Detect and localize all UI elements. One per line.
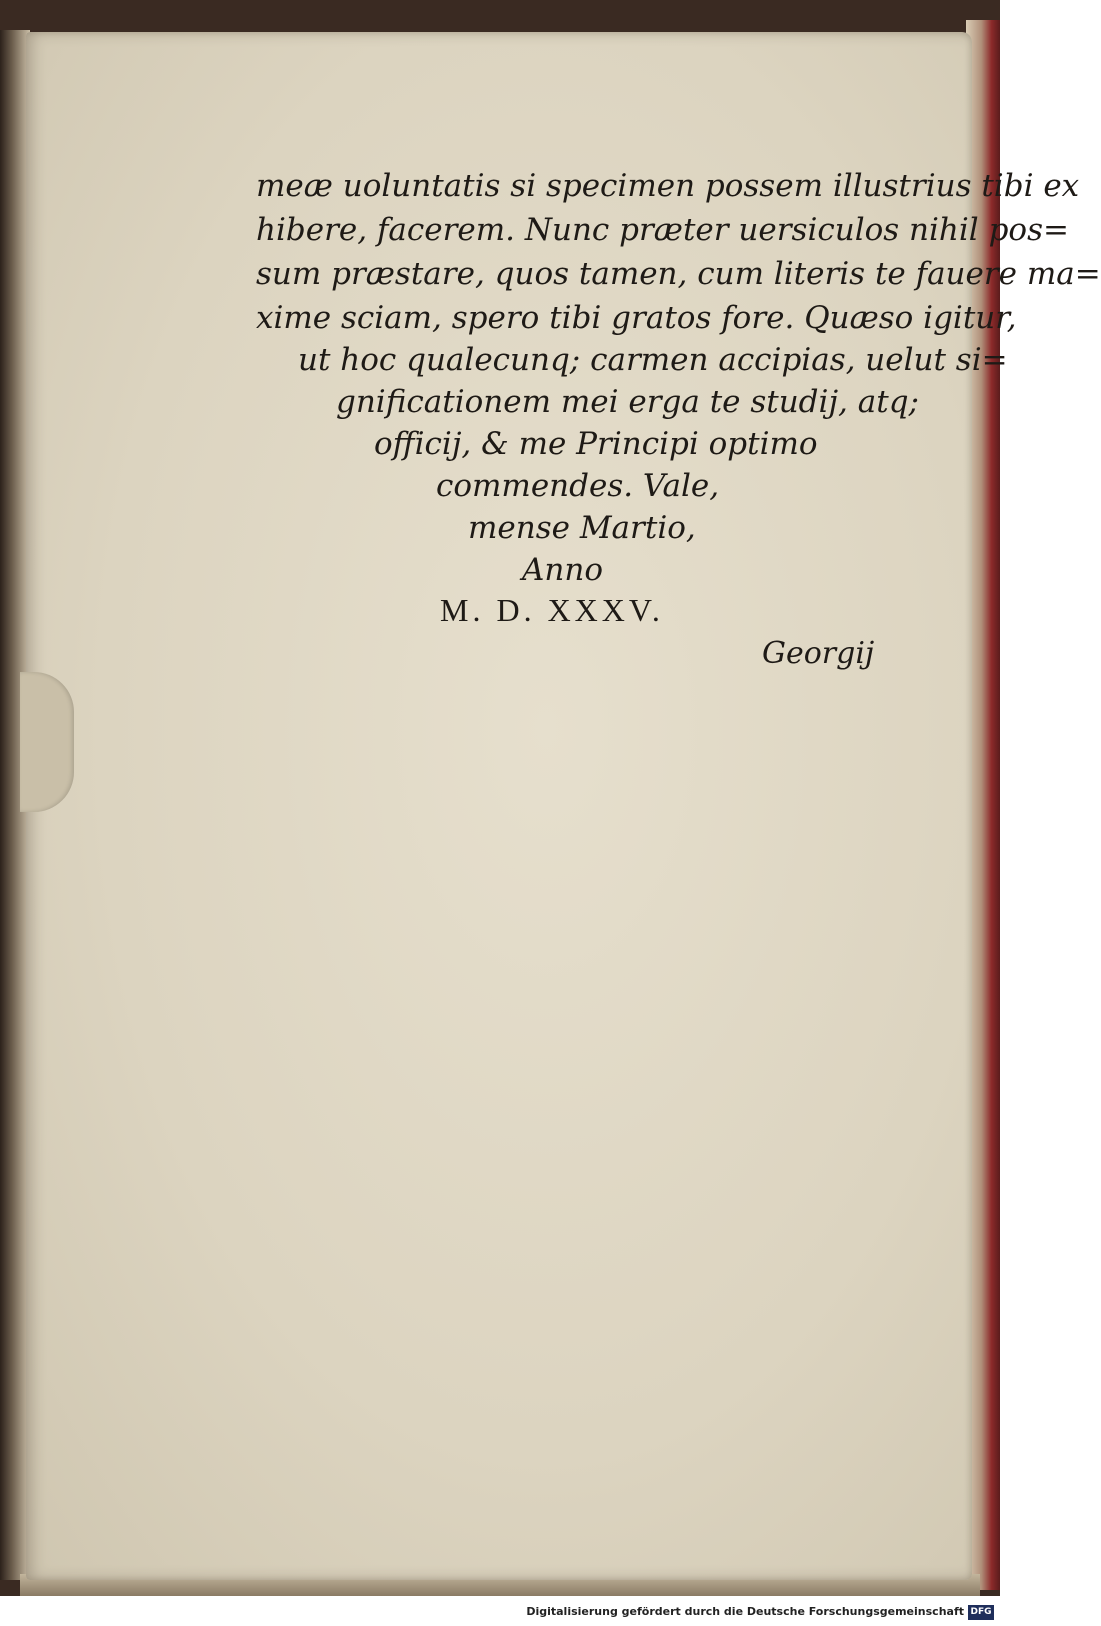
book-page — [26, 32, 1101, 1580]
footer-credit: Digitalisierung gefördert durch die Deutsche Forschungsgemeinschaft — [526, 1605, 964, 1618]
page-text-block — [26, 32, 1101, 1580]
footer-band — [0, 1596, 1000, 1626]
text-line-4: xime sciam, spero tibi gratos fore. Quæso igitur, — [256, 300, 1017, 336]
text-line-10: Anno — [522, 552, 603, 588]
catchword: Georgij — [762, 636, 875, 671]
dfg-logo: DFG — [968, 1605, 994, 1620]
text-line-5: ut hoc qualecunq; carmen accipias, uelut si= — [298, 342, 1008, 378]
text-line-3: sum præstare, quos tamen, cum literis te fauere ma= — [256, 256, 1101, 292]
text-line-6: gnificationem mei erga te studij, atq; — [336, 384, 919, 420]
text-line-2: hibere, facerem. Nunc præter uersiculos nihil pos= — [256, 212, 1069, 248]
text-line-1: meæ uoluntatis si specimen possem illustrius tibi ex — [256, 168, 1080, 204]
text-line-9: mense Martio, — [468, 510, 696, 546]
text-line-7: officij, & me Principi optimo — [374, 426, 818, 462]
text-line-year: M. D. XXXV. — [440, 592, 664, 628]
text-line-8: commendes. Vale, — [436, 468, 720, 504]
